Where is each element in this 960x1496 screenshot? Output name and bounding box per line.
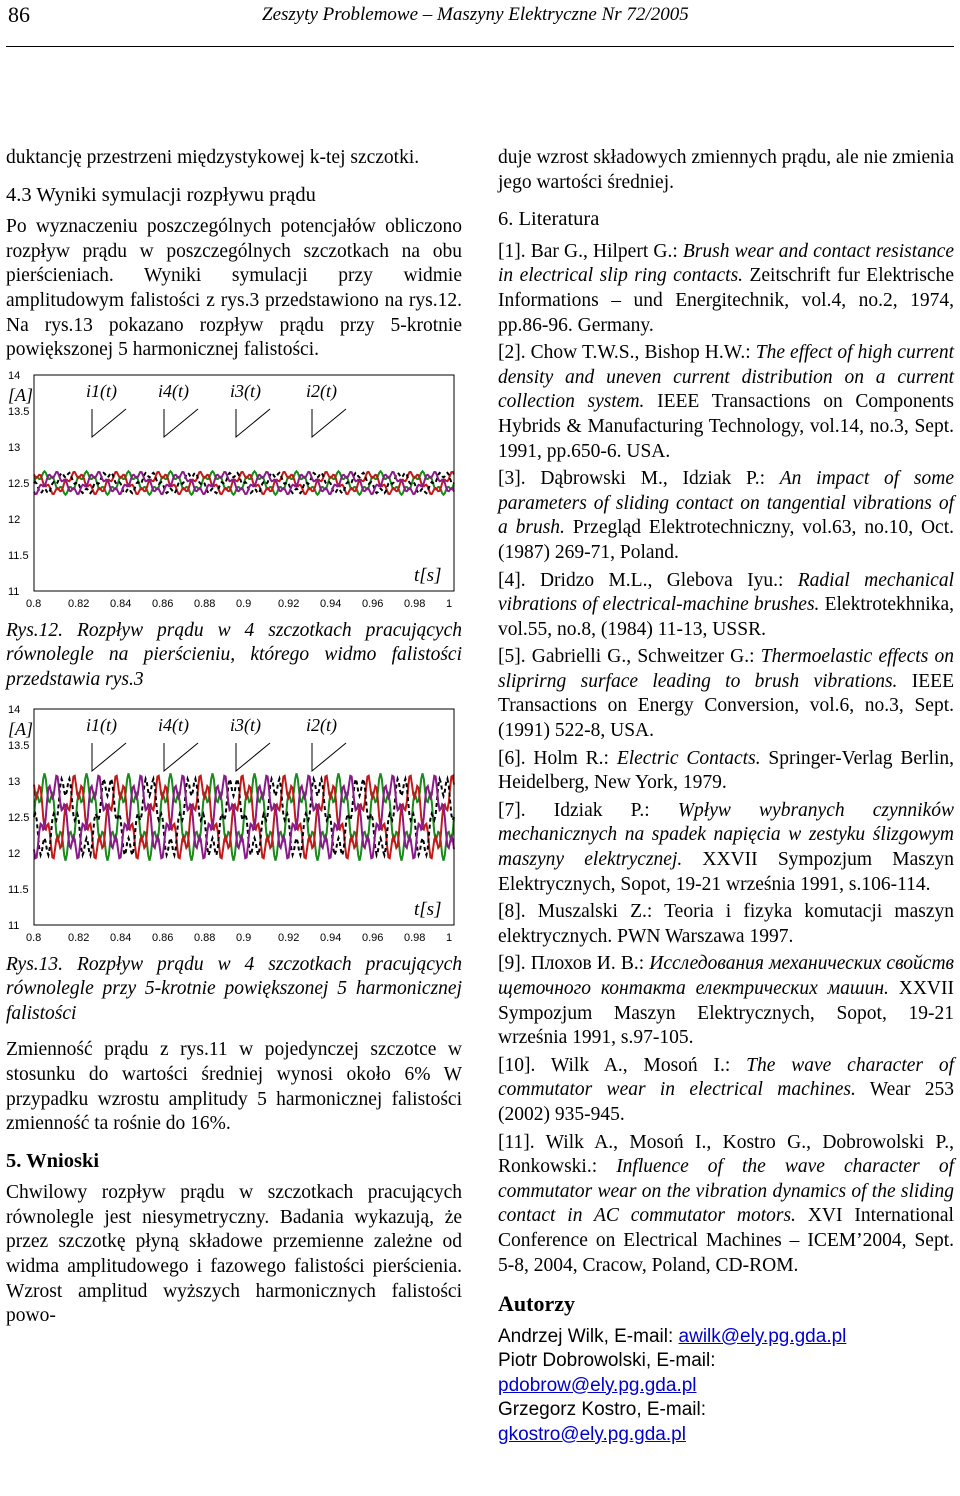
section-heading: 4.3 Wyniki symulacji rozpływu prądu <box>6 183 316 206</box>
x-tick-label: 0.82 <box>68 931 90 944</box>
y-tick-label: 14 <box>8 369 21 382</box>
y-axis-label: [A] <box>8 384 34 405</box>
right-column <box>498 146 954 1447</box>
reference-item: [5]. Gabrielli G., Schweitzer G.: Thermoelastic effects on sliprirng surface leading to brush vibrations. IEEE Transactions on Energy Conversion, vol.6, no.3, Sept. (1991) 522-8, USA. <box>498 646 954 742</box>
author-email-link[interactable]: awilk@ely.pg.gda.pl <box>678 1325 847 1347</box>
y-tick-label: 11.5 <box>8 883 29 896</box>
y-tick-label: 12.5 <box>8 477 30 490</box>
author-name: Grzegorz Kostro, E-mail: <box>498 1399 706 1421</box>
legend-pointer <box>236 409 270 437</box>
x-tick-label: 0.86 <box>152 597 174 610</box>
y-tick-label: 13.5 <box>8 739 30 752</box>
author-email-link[interactable]: gkostro@ely.pg.gda.pl <box>498 1423 686 1445</box>
y-tick-label: 13 <box>8 441 21 454</box>
legend-label: i1(t) <box>86 714 117 735</box>
legend-pointer <box>312 409 346 437</box>
journal-title: Zeszyty Problemowe – Maszyny Elektryczne Nr 72/2005 <box>262 4 689 25</box>
figure-13-chart <box>6 701 462 947</box>
x-tick-label: 0.92 <box>278 931 300 944</box>
x-tick-label: 0.88 <box>194 931 216 944</box>
author-email-link[interactable]: pdobrow@ely.pg.gda.pl <box>498 1374 697 1396</box>
reference-item: [6]. Holm R.: Electric Contacts. Springer-Verlag Berlin, Heidelberg, New York, 1979. <box>498 747 954 794</box>
paragraph: Chwilowy rozpływ prądu w szczotkach pracujących równolegle jest niesymetryczny. Badania wykazują, że przez szczotkę płyną składowe przemienne zależne od widma amplitudowego i fazowego falistości pierścienia. Wzrost amplitud wyższych harmonicznych falistości powo- <box>6 1182 462 1327</box>
paragraph: Po wyznaczeniu poszczególnych potencjałów obliczono rozpływ prądu w poszczególnych szczotkach na obu pierścieniach. Wyniki symulacji przy widmie amplitudowym falistości z rys.3 przedstawiono na rys.12. Na rys.13 pokazano rozpływ prądu przy 5-krotnie powiększonej 5 harmonicznej falistości. <box>6 216 462 361</box>
x-tick-label: 0.86 <box>152 931 174 944</box>
x-axis-label: t[s] <box>414 898 442 920</box>
y-tick-label: 12.5 <box>8 811 30 824</box>
page-number: 86 <box>8 2 30 27</box>
x-tick-label: 0.98 <box>404 597 426 610</box>
legend-label: i4(t) <box>158 714 189 735</box>
x-tick-label: 0.92 <box>278 597 300 610</box>
x-tick-label: 0.94 <box>320 931 342 944</box>
reference-list <box>498 240 954 1278</box>
legend-pointer <box>92 743 126 771</box>
reference-item: [9]. Плохов И. В.: Исследования механических свойств щеточного контакта електрических машин. XXVII Sympozjum Maszyn Elektrycznych, Sopot, 19-21 września 1991, s.97-105. <box>498 953 955 1049</box>
author-entry <box>498 1325 954 1350</box>
reference-item: [3]. Dąbrowski M., Idziak P.: An impact of some parameters of sliding contact on tangential vibrations of a brush. Przegląd Elektrotechniczny, vol.63, no.10, Oct. (1987) 269-71, Poland. <box>498 468 954 563</box>
reference-item: [8]. Muszalski Z.: Teoria i fizyka komutacji maszyn elektrycznych. PWN Warszawa 1997. <box>498 901 954 947</box>
y-tick-label: 13 <box>8 775 21 788</box>
legend-pointer <box>92 409 126 437</box>
x-tick-label: 0.8 <box>26 597 42 610</box>
paragraph: Zmienność prądu z rys.11 w pojedynczej szczotce w stosunku do wartości średniej wynosi około 6% W przypadku wzrostu amplitudy 5 harmonicznej falistości zmienność ta rośnie do 16%. <box>6 1039 462 1135</box>
x-tick-label: 0.96 <box>362 931 384 944</box>
x-tick-label: 0.84 <box>110 931 132 944</box>
author-name: Piotr Dobrowolski, E-mail: <box>498 1350 716 1372</box>
x-tick-label: 0.88 <box>194 597 216 610</box>
paragraph: duje wzrost składowych zmiennych prądu, ale nie zmienia jego wartości średniej. <box>498 147 954 193</box>
author-entry <box>498 1349 954 1398</box>
reference-item: [11]. Wilk A., Mosoń I., Kostro G., Dobrowolski P., Ronkowski.: Influence of the wave character of commutator wear on the vibration dynamics of the sliding contact in AC commutator motors. XVI International Conference on Electrical Machines – ICEM’2004, Sept. 5-8, 2004, Cracow, Poland, CD-ROM. <box>498 1131 954 1276</box>
paragraph: duktancję przestrzeni międzystykowej k-tej szczotki. <box>6 147 420 168</box>
y-tick-label: 12 <box>8 847 21 860</box>
author-name: Andrzej Wilk, E-mail: <box>498 1325 679 1347</box>
legend-pointer <box>236 743 270 771</box>
left-column <box>6 146 462 1329</box>
y-tick-label: 13.5 <box>8 405 30 418</box>
legend-label: i1(t) <box>86 380 117 401</box>
y-tick-label: 11.5 <box>8 549 29 562</box>
x-tick-label: 0.96 <box>362 597 384 610</box>
reference-item: [1]. Bar G., Hilpert G.: Brush wear and contact resistance in electrical slip ring contacts. Zeitschrift fur Elektrische Informations – und Energitechnik, vol.4, no.2, 1974, pp.86-96. Germany. <box>498 240 955 336</box>
x-tick-label: 1 <box>446 597 453 610</box>
legend-pointer <box>312 743 346 771</box>
y-tick-label: 12 <box>8 513 21 526</box>
figure-13-caption: Rys.13. Rozpływ prądu w 4 szczotkach pracujących równolegle przy 5-krotnie powiększonej 5 harmonicznej falistości <box>6 953 462 1024</box>
author-entry <box>498 1398 954 1447</box>
legend-label: i4(t) <box>158 380 189 401</box>
x-tick-label: 0.8 <box>26 931 42 944</box>
legend-label: i2(t) <box>306 714 337 735</box>
reference-item: [2]. Chow T.W.S., Bishop H.W.: The effect of high current density and uneven current distribution on a current collection system. IEEE Transactions on Components Hybrids & Manufacturing Technology, vol.14, no.3, Sept. 1991, pp.650-6. USA. <box>498 342 954 462</box>
legend-label: i3(t) <box>230 714 261 735</box>
y-tick-label: 14 <box>8 703 21 716</box>
authors-heading: Autorzy <box>498 1291 575 1317</box>
x-tick-label: 0.84 <box>110 597 132 610</box>
y-tick-label: 11 <box>8 919 20 932</box>
section-heading: 6. Literatura <box>498 208 600 231</box>
reference-item: [7]. Idziak P.: Wpływ wybranych czynników mechanicznych na spadek napięcia w zestyku ślizgowym maszyny elektrycznej. XXVII Sympozjum Maszyn Elektrycznych, Sopot, 19-21 września 1991, s.106-114. <box>498 799 954 895</box>
x-tick-label: 0.98 <box>404 931 426 944</box>
y-tick-label: 11 <box>8 585 20 598</box>
header-rule <box>6 46 954 47</box>
x-tick-label: 0.9 <box>236 931 252 944</box>
legend-pointer <box>164 409 198 437</box>
x-tick-label: 0.94 <box>320 597 342 610</box>
x-tick-label: 0.82 <box>68 597 90 610</box>
reference-item: [10]. Wilk A., Mosoń I.: The wave character of commutator wear in electrical machines. Wear 253 (2002) 935-945. <box>498 1054 954 1125</box>
figure-12-chart <box>6 367 462 613</box>
legend-label: i3(t) <box>230 380 261 401</box>
x-axis-label: t[s] <box>414 564 442 586</box>
legend-label: i2(t) <box>306 380 337 401</box>
x-tick-label: 1 <box>446 931 453 944</box>
section-heading: 5. Wnioski <box>6 1149 100 1172</box>
legend-pointer <box>164 743 198 771</box>
reference-item: [4]. Dridzo M.L., Glebova Iyu.: Radial mechanical vibrations of electrical-machine brushes. Elektrotekhnika, vol.55, no.8, (1984) 11-13, USSR. <box>498 569 955 640</box>
figure-12-caption: Rys.12. Rozpływ prądu w 4 szczotkach pracujących równolegle na pierścieniu, którego widmo falistości przedstawia rys.3 <box>6 619 462 690</box>
author-list <box>498 1325 954 1448</box>
y-axis-label: [A] <box>8 718 34 739</box>
x-tick-label: 0.9 <box>236 597 252 610</box>
